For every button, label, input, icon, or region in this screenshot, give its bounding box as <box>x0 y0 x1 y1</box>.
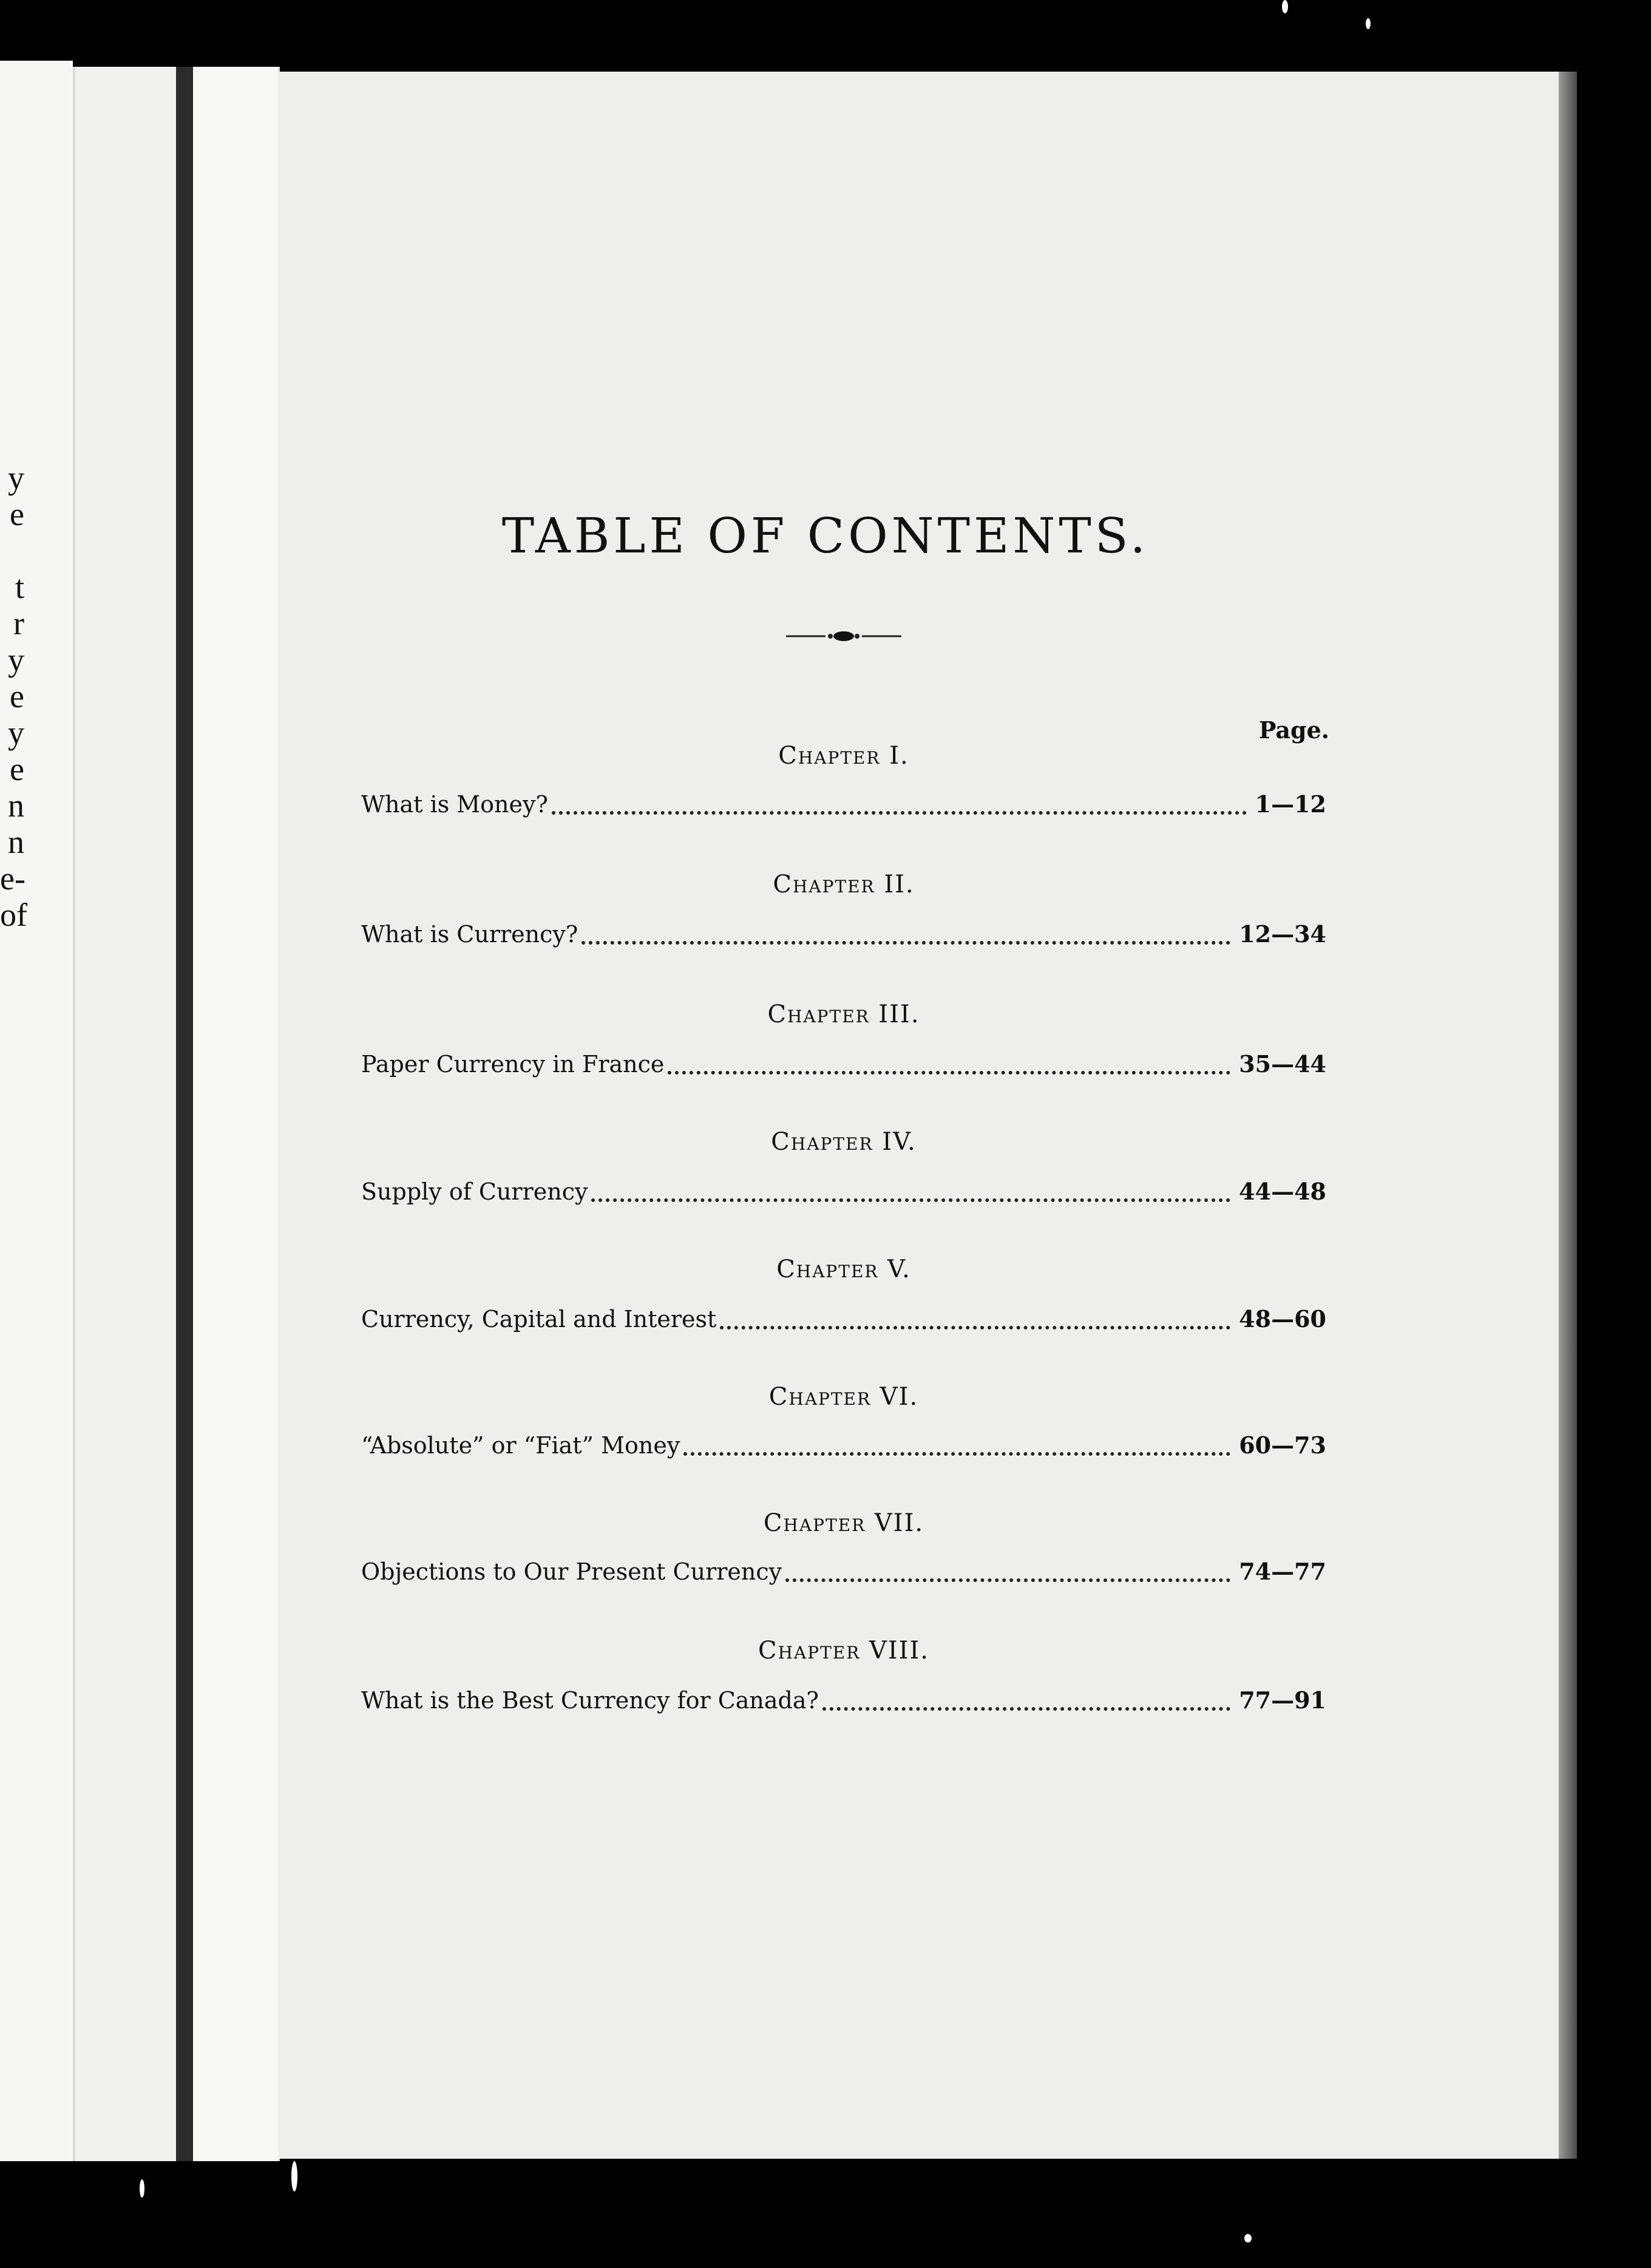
scan-speck <box>291 2161 297 2192</box>
dot-leader <box>581 941 1230 945</box>
chapter-heading: Chapter VII. <box>763 1509 924 1537</box>
contents-page <box>278 72 1559 2159</box>
toc-entry-pages: 48—60 <box>1239 1305 1326 1333</box>
left-page-fragment: e <box>10 678 24 715</box>
chapter-heading: Chapter V. <box>776 1255 911 1283</box>
page-edge-shadow <box>1559 72 1577 2159</box>
toc-entry-title: Currency, Capital and Interest <box>361 1306 717 1333</box>
toc-entry-title: Paper Currency in France <box>361 1051 665 1078</box>
toc-entry-pages: 44—48 <box>1239 1178 1326 1205</box>
toc-entry-pages: 77—91 <box>1239 1686 1326 1714</box>
toc-entry-pages: 12—34 <box>1239 920 1326 948</box>
scan-speck <box>140 2179 144 2198</box>
left-page-fragment: e <box>10 751 24 787</box>
page-column-label: Page. <box>1258 716 1329 744</box>
toc-entry-title: What is the Best Currency for Canada? <box>361 1687 819 1714</box>
toc-entry <box>361 790 1326 821</box>
toc-entry <box>361 1178 1326 1208</box>
toc-entry-pages: 74—77 <box>1239 1558 1326 1585</box>
left-page-fragment: e- <box>0 860 25 897</box>
left-page-fragment: of <box>0 897 27 933</box>
chapter-heading: Chapter VI. <box>768 1383 919 1411</box>
toc-entry-title: What is Money? <box>361 791 548 818</box>
toc-entry-pages: 35—44 <box>1239 1050 1326 1078</box>
toc-entry-title: Objections to Our Present Currency <box>361 1558 782 1585</box>
chapter-heading: Chapter II. <box>773 871 915 898</box>
chapter-heading: Chapter VIII. <box>758 1637 929 1665</box>
chapter-heading: Chapter IV. <box>771 1128 917 1156</box>
toc-entry <box>361 1558 1326 1588</box>
contents-heading: TABLE OF CONTENTS. <box>501 508 1150 564</box>
dot-leader <box>785 1578 1230 1582</box>
dot-leader <box>591 1198 1230 1202</box>
ornament-divider <box>783 624 904 648</box>
toc-entry-title: Supply of Currency <box>361 1178 588 1205</box>
toc-entry-pages: 1—12 <box>1255 790 1326 818</box>
toc-entry <box>361 1431 1326 1462</box>
scan-speck <box>1366 18 1371 29</box>
toc-entry <box>361 920 1326 951</box>
left-page-fragment: y <box>8 642 24 678</box>
left-page-fragment: r <box>13 605 24 642</box>
dot-leader <box>683 1452 1230 1456</box>
chapter-heading: Chapter I. <box>778 742 909 770</box>
toc-entry <box>361 1050 1326 1081</box>
left-page-fragment: n <box>8 787 24 824</box>
left-page-fragment: n <box>8 824 24 860</box>
toc-entry-pages: 60—73 <box>1239 1431 1326 1459</box>
toc-entry <box>361 1305 1326 1336</box>
chapter-heading: Chapter III. <box>767 1000 920 1028</box>
dot-leader <box>822 1707 1230 1711</box>
scan-speck <box>1244 2234 1252 2243</box>
dot-leader <box>668 1071 1230 1075</box>
left-facing-page-fragment <box>0 61 73 2161</box>
left-page-fragment: e <box>10 496 24 532</box>
toc-entry <box>361 1686 1326 1717</box>
binding-strip <box>73 67 181 2161</box>
tape-strip <box>193 67 280 2161</box>
toc-entry-title: “Absolute” or “Fiat” Money <box>361 1432 680 1459</box>
left-page-fragment: t <box>15 569 24 605</box>
dot-leader <box>552 811 1247 815</box>
left-page-fragment: y <box>8 715 24 751</box>
toc-entry-title: What is Currency? <box>361 921 578 948</box>
dot-leader <box>720 1326 1230 1329</box>
left-page-fragment: y <box>8 460 24 496</box>
scan-speck <box>1282 0 1288 13</box>
page-gutter <box>176 67 193 2161</box>
